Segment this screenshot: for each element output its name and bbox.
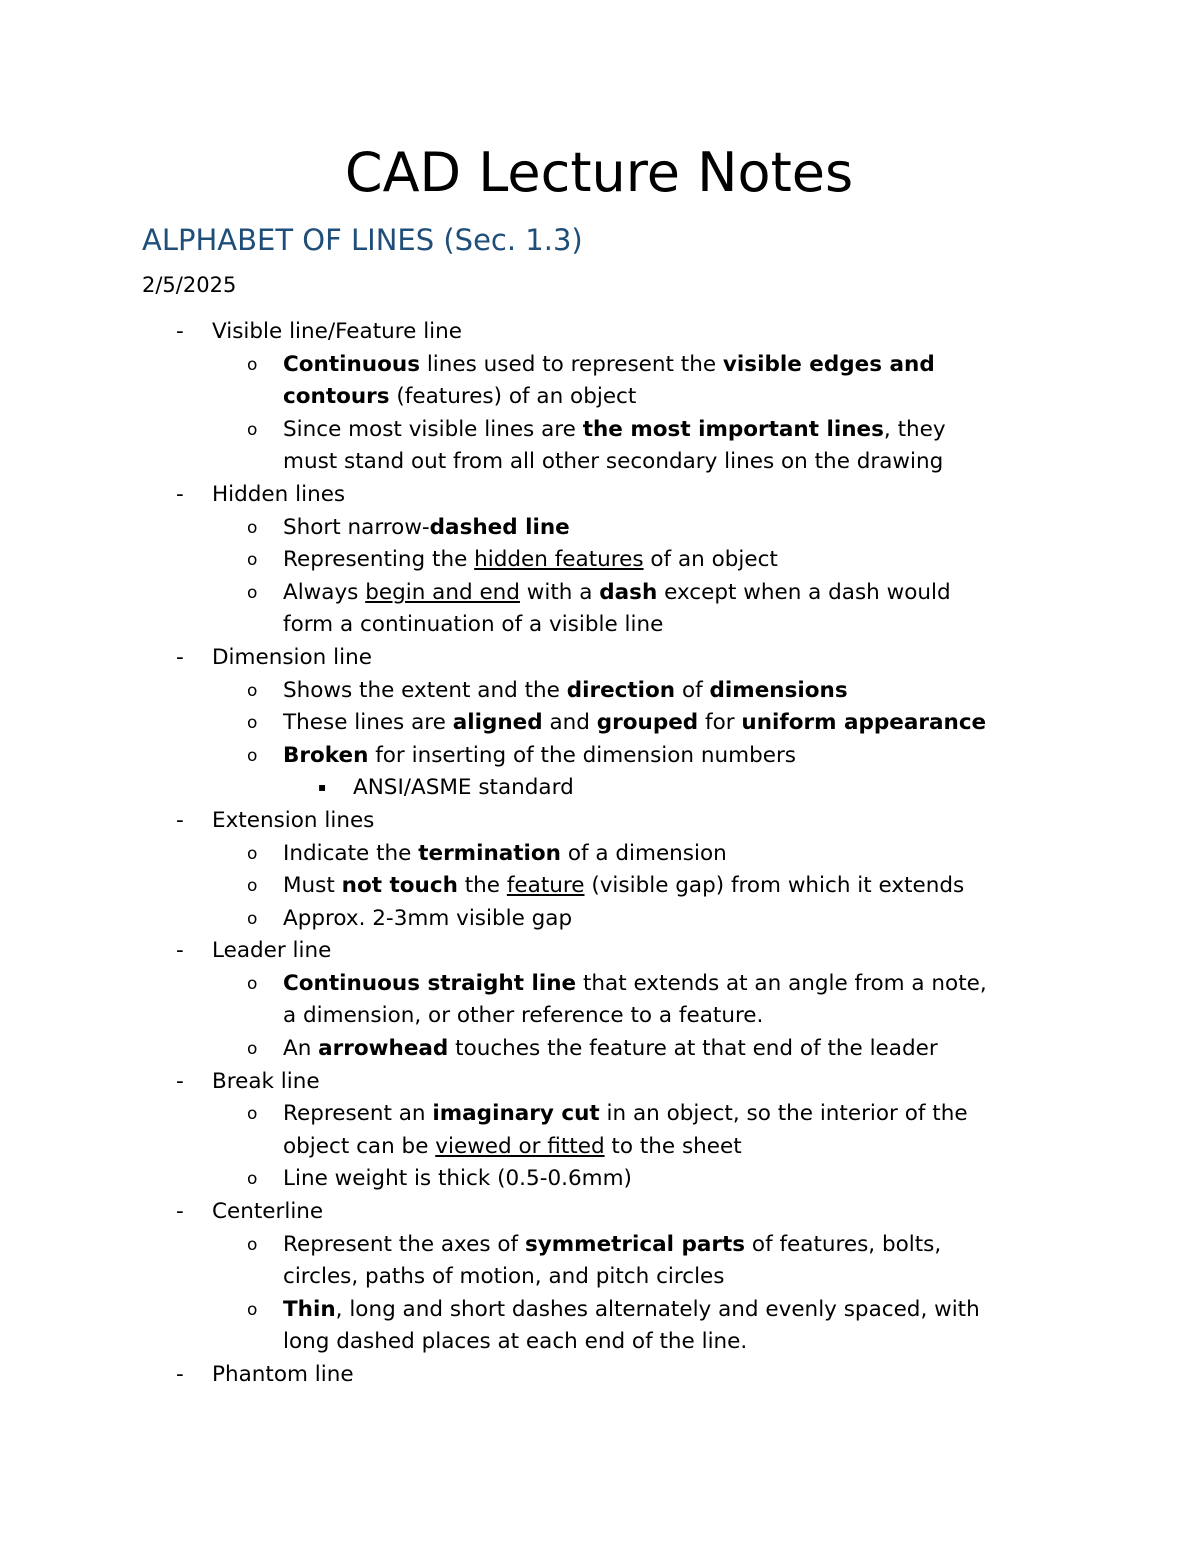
text-run: ANSI/ASME standard xyxy=(353,775,574,801)
text-run: , long and short dashes alternately and evenly spaced, with xyxy=(335,1296,980,1322)
list-item-text xyxy=(212,1196,323,1229)
text-run: Visible line/Feature line xyxy=(212,319,462,344)
list-item-text xyxy=(283,446,943,479)
list-item-level-2 xyxy=(0,1229,1200,1262)
list-item-level-2 xyxy=(0,414,1200,447)
list-item-text xyxy=(283,707,986,740)
bold-text: Thin xyxy=(283,1296,336,1322)
text-run: Represent an xyxy=(283,1101,433,1127)
text-run: Phantom line xyxy=(212,1362,354,1387)
list-item-level-2 xyxy=(0,903,1200,936)
text-run: , they xyxy=(883,416,946,442)
circle-bullet: o xyxy=(247,354,258,375)
list-item-level-1 xyxy=(0,1196,1200,1229)
text-run: Extension lines xyxy=(212,807,375,833)
text-run: with a xyxy=(519,579,600,605)
text-run: Must xyxy=(283,873,342,899)
list-item-level-2 xyxy=(0,349,1200,382)
text-run: of xyxy=(675,677,710,703)
circle-bullet: o xyxy=(247,973,258,994)
list-item-text xyxy=(283,903,572,936)
list-item-text xyxy=(283,1098,968,1131)
bold-text: imaginary cut xyxy=(432,1101,600,1127)
list-item-continuation xyxy=(0,446,1200,479)
list-item-continuation xyxy=(0,1261,1200,1294)
list-item-text xyxy=(212,479,345,512)
list-item-level-2 xyxy=(0,838,1200,871)
list-item-level-1 xyxy=(0,935,1200,968)
list-item-level-2 xyxy=(0,1294,1200,1327)
list-item-level-1 xyxy=(0,316,1200,349)
circle-bullet: o xyxy=(247,745,258,766)
text-run: the xyxy=(457,873,507,899)
bold-text: not touch xyxy=(341,873,458,899)
bold-text: direction xyxy=(566,677,676,703)
bold-text: Continuous straight line xyxy=(283,970,577,996)
bold-text: uniform appearance xyxy=(741,710,987,736)
bold-text: visible edges and xyxy=(722,351,935,377)
section-heading: ALPHABET OF LINES (Sec. 1.3) xyxy=(142,223,583,257)
circle-bullet: o xyxy=(247,1169,258,1190)
list-item-text xyxy=(283,1033,938,1066)
dash-bullet: - xyxy=(176,319,184,344)
list-item-text xyxy=(283,1294,980,1327)
dash-bullet: - xyxy=(176,481,184,507)
bold-text: symmetrical parts xyxy=(524,1231,746,1257)
circle-bullet: o xyxy=(247,550,258,571)
list-item-text xyxy=(283,1326,747,1359)
text-run: to the sheet xyxy=(604,1133,742,1159)
list-item-level-2 xyxy=(0,968,1200,1001)
text-run: of an object xyxy=(643,547,778,573)
text-run: Dimension line xyxy=(212,644,372,670)
list-item-text xyxy=(212,1066,320,1099)
list-item-level-2 xyxy=(0,707,1200,740)
dash-bullet: - xyxy=(176,644,184,670)
circle-bullet: o xyxy=(247,876,258,897)
list-item-level-1 xyxy=(0,1066,1200,1099)
list-item-text xyxy=(283,512,570,545)
list-item-level-2 xyxy=(0,675,1200,708)
list-item-text xyxy=(283,1229,941,1262)
text-run: of features, bolts, xyxy=(745,1231,942,1257)
text-run: touches the feature at that end of the leader xyxy=(448,1036,938,1062)
text-run: Leader line xyxy=(212,938,332,964)
bold-text: termination xyxy=(418,840,561,866)
circle-bullet: o xyxy=(247,419,258,440)
bold-text: Continuous xyxy=(283,351,420,377)
list-item-level-2 xyxy=(0,740,1200,773)
list-item-level-2 xyxy=(0,1163,1200,1196)
list-item-text xyxy=(283,1261,724,1294)
text-run: Short narrow- xyxy=(283,514,430,540)
list-item-text xyxy=(283,838,727,871)
text-run: (features) of an object xyxy=(389,384,637,410)
text-run: in an object, so the interior of the xyxy=(599,1101,968,1127)
text-run: that extends at an angle from a note, xyxy=(576,970,987,996)
bold-text: dashed line xyxy=(429,514,570,540)
list-item-text xyxy=(283,1000,763,1033)
text-run: for xyxy=(698,710,742,736)
text-run: lines used to represent the xyxy=(420,351,723,377)
text-run: An xyxy=(283,1036,319,1062)
text-run: (visible gap) from which it extends xyxy=(584,873,965,899)
underlined-text: begin and end xyxy=(365,579,520,605)
bold-text: aligned xyxy=(452,710,543,736)
text-run: a dimension, or other reference to a feature. xyxy=(283,1003,764,1029)
list-item-text xyxy=(353,772,574,805)
circle-bullet: o xyxy=(247,517,258,538)
list-item-text xyxy=(283,968,987,1001)
text-run: circles, paths of motion, and pitch circles xyxy=(283,1264,725,1290)
list-item-text xyxy=(283,381,636,414)
document-title: CAD Lecture Notes xyxy=(344,141,854,204)
text-run: These lines are xyxy=(283,710,453,736)
dash-bullet: - xyxy=(176,1068,184,1094)
text-run: Centerline xyxy=(212,1199,324,1225)
list-item-text xyxy=(212,1359,354,1392)
list-item-text xyxy=(212,642,372,675)
text-run: and xyxy=(542,710,597,736)
list-item-level-1 xyxy=(0,642,1200,675)
list-item-text xyxy=(283,740,796,773)
list-item-text xyxy=(283,1163,632,1196)
dash-bullet: - xyxy=(176,807,184,833)
text-run: must stand out from all other secondary lines on the drawing xyxy=(283,449,944,475)
list-item-continuation xyxy=(0,381,1200,414)
lecture-date: 2/5/2025 xyxy=(142,273,237,297)
text-run: of a dimension xyxy=(560,840,727,866)
square-bullet-icon: ▪ xyxy=(318,780,327,795)
text-run: Always xyxy=(283,579,366,605)
circle-bullet: o xyxy=(247,843,258,864)
text-run: Shows the extent and the xyxy=(283,677,567,703)
list-item-text xyxy=(212,316,462,349)
list-item-level-1 xyxy=(0,1359,1200,1392)
dash-bullet: - xyxy=(176,938,184,964)
bold-text: contours xyxy=(283,384,390,410)
text-run: Approx. 2-3mm visible gap xyxy=(283,905,573,931)
dash-bullet: - xyxy=(176,1199,184,1225)
text-run: object can be xyxy=(283,1133,436,1159)
bold-text: the most important lines xyxy=(582,416,884,442)
list-item-level-1 xyxy=(0,805,1200,838)
bold-text: dash xyxy=(599,579,658,605)
circle-bullet: o xyxy=(247,1104,258,1125)
list-item-text xyxy=(283,349,935,382)
underlined-text: viewed or fitted xyxy=(435,1133,605,1159)
text-run: Break line xyxy=(212,1068,320,1094)
list-item-text xyxy=(283,414,946,447)
list-item-level-1 xyxy=(0,479,1200,512)
list-item-continuation xyxy=(0,609,1200,642)
list-item-continuation xyxy=(0,1000,1200,1033)
list-item-text xyxy=(212,805,374,838)
text-run: Hidden lines xyxy=(212,481,346,507)
notes-outline xyxy=(0,316,1200,1392)
text-run: form a continuation of a visible line xyxy=(283,612,664,638)
text-run: Since most visible lines are xyxy=(283,416,583,442)
underlined-text: feature xyxy=(506,873,585,899)
list-item-text xyxy=(283,609,663,642)
list-item-text xyxy=(283,675,848,708)
list-item-level-2 xyxy=(0,577,1200,610)
text-run: long dashed places at each end of the line. xyxy=(283,1329,748,1355)
list-item-level-2 xyxy=(0,1098,1200,1131)
text-run: Indicate the xyxy=(283,840,419,866)
list-item-level-3 xyxy=(0,772,1200,805)
circle-bullet: o xyxy=(247,1299,258,1320)
list-item-text xyxy=(212,935,331,968)
circle-bullet: o xyxy=(247,908,258,929)
circle-bullet: o xyxy=(247,1039,258,1060)
text-run: Represent the axes of xyxy=(283,1231,525,1257)
circle-bullet: o xyxy=(247,680,258,701)
text-run: Line weight is thick (0.5-0.6mm) xyxy=(283,1166,632,1192)
list-item-continuation xyxy=(0,1326,1200,1359)
bold-text: arrowhead xyxy=(318,1036,449,1062)
bold-text: dimensions xyxy=(709,677,848,703)
underlined-text: hidden features xyxy=(474,547,644,573)
bold-text: grouped xyxy=(596,710,699,736)
text-run: Representing the xyxy=(283,547,475,573)
bold-text: Broken xyxy=(283,742,369,768)
list-item-text xyxy=(283,870,964,903)
text-run: except when a dash would xyxy=(657,579,951,605)
list-item-text xyxy=(283,1131,742,1164)
circle-bullet: o xyxy=(247,713,258,734)
circle-bullet: o xyxy=(247,1234,258,1255)
list-item-text xyxy=(283,577,951,610)
text-run: for inserting of the dimension numbers xyxy=(368,742,796,768)
list-item-level-2 xyxy=(0,544,1200,577)
dash-bullet: - xyxy=(176,1362,184,1387)
list-item-level-2 xyxy=(0,512,1200,545)
list-item-text xyxy=(283,544,778,577)
list-item-level-2 xyxy=(0,1033,1200,1066)
list-item-level-2 xyxy=(0,870,1200,903)
list-item-continuation xyxy=(0,1131,1200,1164)
circle-bullet: o xyxy=(247,582,258,603)
